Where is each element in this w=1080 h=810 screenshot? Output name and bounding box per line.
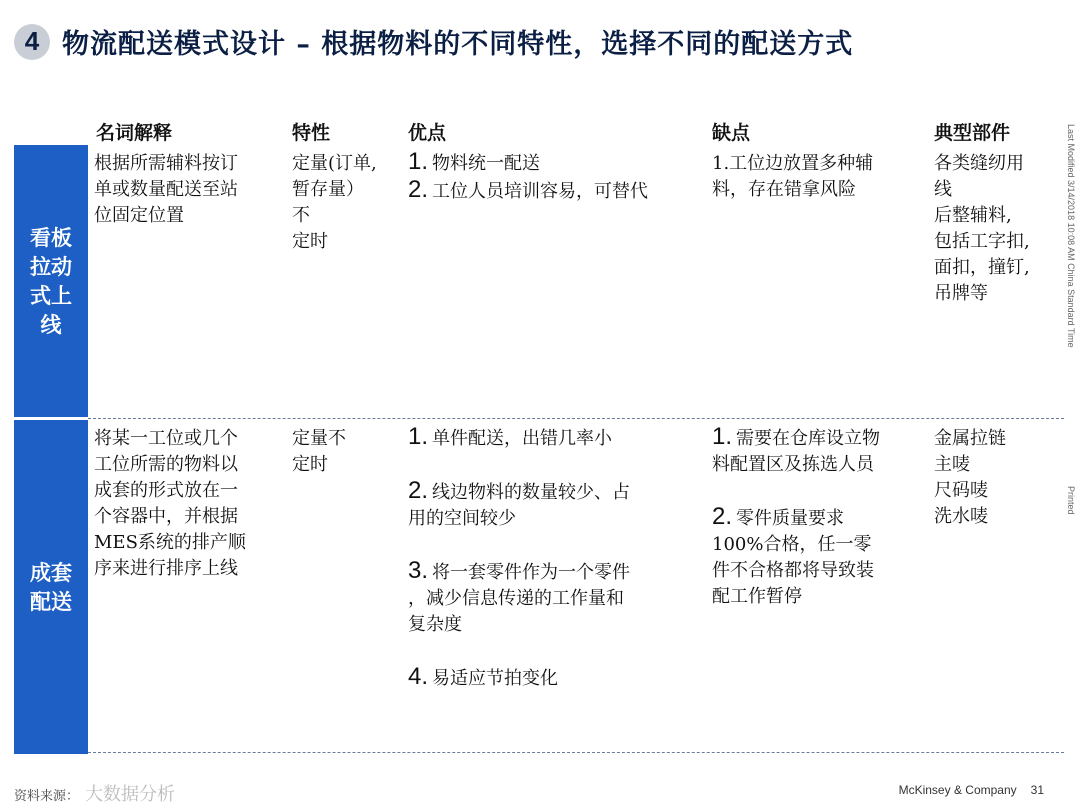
item-text: 单件配送，出错几率小 (432, 428, 613, 449)
source-label: 资料来源： (14, 789, 80, 804)
text-line: 序来进行排序上线 (94, 558, 238, 579)
item-text: 易适应节拍变化 (432, 668, 559, 689)
section-number-badge: 4 (14, 24, 50, 60)
row2-feature (292, 426, 404, 478)
header-typical-parts: 典型部件 (934, 122, 1011, 144)
text-line: ，减少信息传递的工作量和 (408, 588, 624, 609)
text-line: 定量(订单, (292, 153, 377, 174)
text-line: 包括工字扣, (934, 231, 1030, 252)
text-line: 料配置区及拣选人员 (712, 454, 874, 475)
slide-title-row (14, 22, 853, 61)
text-line: 用的空间较少 (408, 508, 516, 529)
last-modified-note: Last Modified 3/14/2018 10:08 AM China Standard Time (1066, 124, 1076, 348)
header-advantages: 优点 (408, 122, 447, 144)
item-text: 零件质量要求 (736, 508, 845, 529)
row2-advantages (408, 424, 708, 692)
text-line: 件不合格都将导致装 (712, 560, 874, 581)
text-line: 1.工位边放置多种辅 (712, 153, 874, 174)
row-label-kitting-text: 成套配送 (30, 560, 72, 614)
item-number: 1. (408, 148, 429, 175)
text-line: 单或数量配送至站 (94, 179, 238, 200)
row-label-kanban (14, 145, 88, 417)
row2-typical-parts (934, 426, 1058, 530)
item-text: 需要在仓库设立物 (736, 428, 881, 449)
footer-source (14, 780, 175, 806)
disadvantage-item (712, 424, 927, 452)
row1-feature (292, 151, 404, 255)
watermark-text: 大数据分析 (85, 784, 176, 804)
item-number: 3. (408, 557, 429, 584)
header-definition: 名词解释 (96, 122, 173, 144)
footer-company (899, 783, 1044, 797)
text-line: 成套的形式放在一 (94, 480, 238, 501)
text-line: 后整辅料, (934, 205, 1012, 226)
header-disadvantages: 缺点 (712, 122, 751, 144)
text-line: 复杂度 (408, 614, 462, 635)
row-separator (88, 418, 1064, 419)
header-feature: 特性 (292, 122, 331, 144)
text-line: 个容器中，并根据 (94, 506, 238, 527)
item-number: 2. (712, 503, 733, 530)
text-line: 配工作暂停 (712, 586, 802, 607)
advantage-item (408, 149, 708, 177)
advantage-item (408, 478, 708, 506)
text-line: 吊牌等 (934, 283, 988, 304)
text-line: 金属拉链 (934, 428, 1006, 449)
text-line: 面扣，撞钉, (934, 257, 1030, 278)
row2-disadvantages (712, 424, 927, 610)
text-line: 定时 (292, 231, 328, 252)
page-number: 31 (1030, 783, 1044, 797)
text-line: 洗水唛 (934, 506, 988, 527)
text-line: 尺码唛 (934, 480, 988, 501)
row1-disadvantages (712, 151, 927, 203)
item-number: 4. (408, 663, 429, 690)
text-line: 线 (934, 179, 952, 200)
advantage-item (408, 177, 708, 205)
advantage-item (408, 558, 708, 586)
text-line: 将某一工位或几个 (94, 428, 238, 449)
text-line: 不 (292, 205, 310, 226)
disadvantage-item (712, 504, 927, 532)
row-label-kanban-text: 看板拉动式上线 (30, 225, 72, 337)
item-text: 将一套零件作为一个零件 (432, 562, 631, 583)
item-text: 物料统一配送 (432, 153, 541, 174)
row1-typical-parts (934, 151, 1058, 307)
slide-title: 物流配送模式设计 – 根据物料的不同特性，选择不同的配送方式 (62, 29, 854, 60)
printed-note: Printed (1066, 486, 1076, 515)
text-line: 根据所需辅料按订 (94, 153, 238, 174)
text-line: 暂存量） (292, 179, 364, 200)
company-name: McKinsey & Company (898, 783, 1017, 797)
text-line: 定量不 (292, 428, 346, 449)
table-bottom-border (88, 752, 1064, 753)
text-line: 定时 (292, 454, 328, 475)
text-line: 料，存在错拿风险 (712, 179, 856, 200)
item-number: 2. (408, 477, 429, 504)
row1-advantages (408, 149, 708, 205)
item-text: 线边物料的数量较少、占 (432, 482, 631, 503)
text-line: 100%合格，任一零 (712, 534, 872, 555)
text-line: 工位所需的物料以 (94, 454, 238, 475)
advantage-item (408, 424, 708, 452)
text-line: MES系统的排产顺 (94, 532, 246, 553)
text-line: 位固定位置 (94, 205, 184, 226)
row2-definition (94, 426, 284, 582)
item-number: 1. (712, 423, 733, 450)
text-line: 各类缝纫用 (934, 153, 1024, 174)
row-label-kitting (14, 420, 88, 754)
advantage-item (408, 664, 708, 692)
item-text: 工位人员培训容易，可替代 (432, 181, 649, 202)
text-line: 主唛 (934, 454, 970, 475)
item-number: 1. (408, 423, 429, 450)
item-number: 2. (408, 176, 429, 203)
row1-definition (94, 151, 284, 229)
